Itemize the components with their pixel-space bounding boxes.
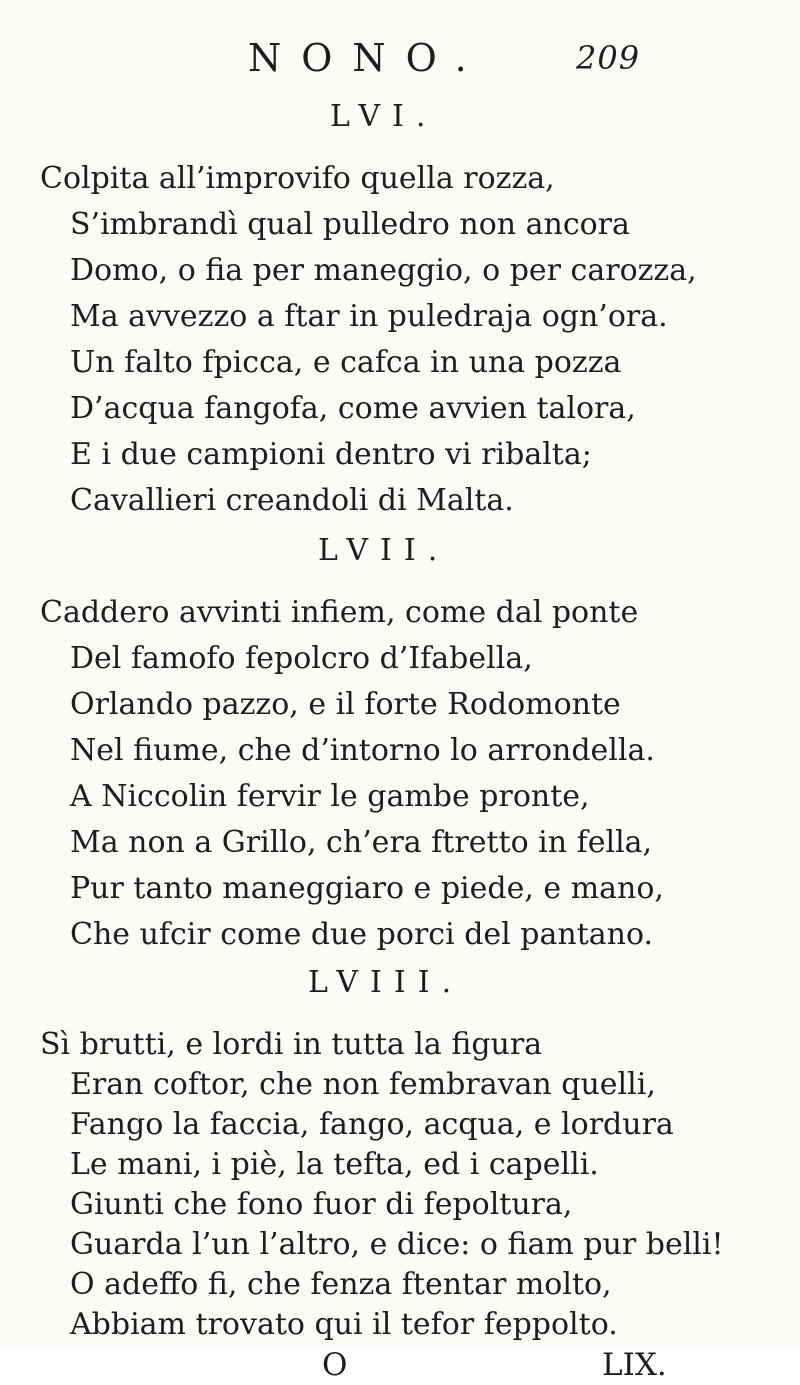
catchword: LIX.: [602, 1347, 667, 1383]
stanza-number-lvii: LVII.: [318, 533, 450, 568]
stanza-number-lvi: LVI.: [330, 99, 438, 134]
verse-line: S’imbrandì qual pulledro non ancora: [70, 207, 630, 242]
verse-line: Guarda l’un l’altro, e dice: o fiam pur belli!: [70, 1227, 724, 1262]
signature-mark: O: [322, 1347, 348, 1383]
verse-line: Eran coftor, che non fembravan quelli,: [70, 1067, 656, 1102]
verse-line: A Niccolin fervir le gambe pronte,: [70, 779, 590, 814]
verse-line: Cavallieri creandoli di Malta.: [70, 483, 514, 518]
verse-line: Le mani, i piè, la tefta, ed i capelli.: [70, 1147, 599, 1182]
verse-line: Del famofo fepolcro d’Ifabella,: [70, 641, 533, 676]
verse-line: Caddero avvinti infiem, come dal ponte: [40, 595, 639, 630]
verse-line: Colpita all’improvifo quella rozza,: [40, 161, 555, 196]
verse-line: Fango la faccia, fango, acqua, e lordura: [70, 1107, 674, 1142]
verse-line: Ma non a Grillo, ch’era ftretto in fella,: [70, 825, 653, 860]
verse-line: Domo, o fia per maneggio, o per carozza,: [70, 253, 697, 288]
verse-line: Nel fiume, che d’intorno lo arrondella.: [70, 733, 655, 768]
verse-line: Un falto fpicca, e cafca in una pozza: [70, 345, 622, 380]
verse-line: D’acqua fangofa, come avvien talora,: [70, 391, 636, 426]
verse-line: O adeffo fi, che fenza ftentar molto,: [70, 1267, 612, 1302]
verse-line: Sì brutti, e lordi in tutta la figura: [40, 1027, 543, 1062]
verse-line: Pur tanto maneggiaro e piede, e mano,: [70, 871, 664, 906]
running-title: NONO.: [248, 36, 487, 80]
verse-line: Giunti che fono fuor di fepoltura,: [70, 1187, 573, 1222]
stanza-number-lviii: LVIII.: [308, 965, 464, 1000]
verse-line: Ma avvezzo a ftar in puledraja ogn’ora.: [70, 299, 668, 334]
verse-line: Che ufcir come due porci del pantano.: [70, 917, 654, 952]
page-number: 209: [576, 39, 641, 77]
verse-line: E i due campioni dentro vi ribalta;: [70, 437, 592, 472]
verse-line: Abbiam trovato qui il tefor feppolto.: [70, 1307, 618, 1342]
verse-line: Orlando pazzo, e il forte Rodomonte: [70, 687, 621, 722]
